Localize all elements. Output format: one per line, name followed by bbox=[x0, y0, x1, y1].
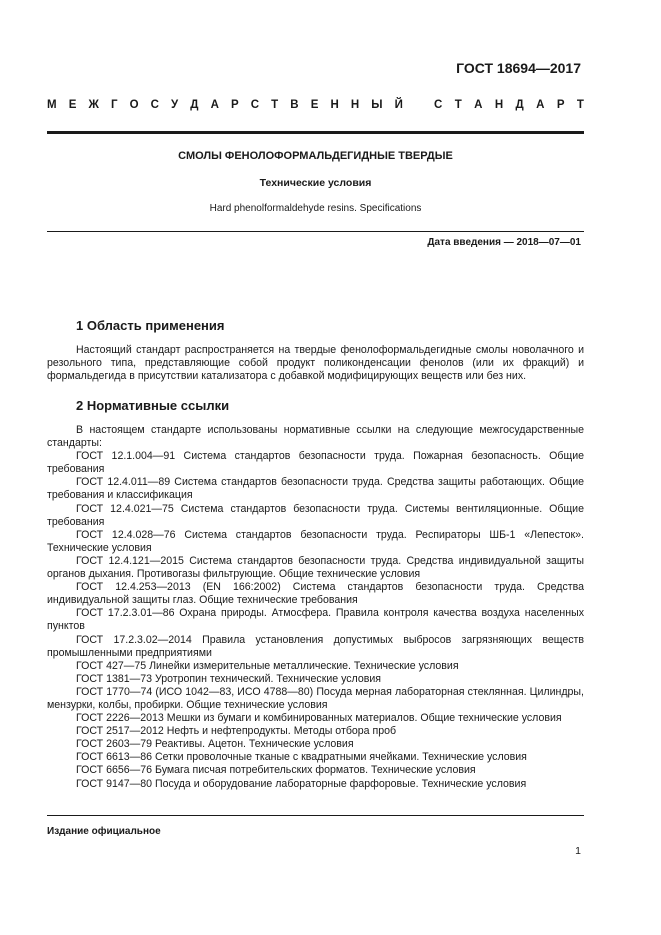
reference-item: ГОСТ 1770—74 (ИСО 1042—83, ИСО 4788—80) Посуда мерная лабораторная стеклянная. Цилиндры, мензурки, колбы, пробирки. Общие технические условия bbox=[47, 685, 584, 711]
banner-letter: Н bbox=[350, 99, 360, 111]
reference-list bbox=[47, 450, 584, 790]
reference-item: ГОСТ 12.4.011—89 Система стандартов безопасности труда. Средства защиты работающих. Общие требования и классификация bbox=[47, 476, 584, 502]
reference-item: ГОСТ 12.4.253—2013 (EN 166:2002) Система стандартов безопасности труда. Средства индивидуальной защиты глаз. Общие технические требования bbox=[47, 581, 584, 607]
banner-letter: А bbox=[474, 99, 483, 111]
reference-item: ГОСТ 2517—2012 Нефть и нефтепродукты. Методы отбора проб bbox=[76, 725, 397, 738]
banner-letter: Д bbox=[190, 99, 199, 111]
banner-letter: С bbox=[250, 99, 260, 111]
standard-banner bbox=[47, 99, 584, 111]
reference-item: ГОСТ 2226—2013 Мешки из бумаги и комбинированных материалов. Общие технические условия bbox=[76, 712, 562, 725]
banner-letter: А bbox=[210, 99, 219, 111]
banner-letter: У bbox=[171, 99, 179, 111]
english-title: Hard phenolformaldehyde resins. Specifications bbox=[209, 203, 422, 214]
section-paragraph: Настоящий стандарт распространяется на твердые фенолоформальдегидные смолы новолачного и резольного типа, представляющие собой продукт поликонденсации фенолов (или их фракций) и формальдегида в присутствии катализатора с добавкой модифицирующих веществ или без них. bbox=[47, 344, 584, 383]
reference-item: ГОСТ 17.2.3.01—86 Охрана природы. Атмосфера. Правила контроля качества воздуха населенных пунктов bbox=[47, 607, 584, 633]
section-normative-references bbox=[47, 398, 584, 791]
reference-item: ГОСТ 9147—80 Посуда и оборудование лабораторные фарфоровые. Технические условия bbox=[76, 777, 527, 790]
banner-word-interstate bbox=[47, 99, 403, 111]
section-heading: 2 Нормативные ссылки bbox=[76, 398, 230, 413]
section-intro: В настоящем стандарте использованы нормативные ссылки на следующие межгосударственные стандарты: bbox=[47, 424, 584, 450]
banner-letter: С bbox=[434, 99, 443, 111]
banner-letter: Ж bbox=[88, 99, 99, 111]
document-subtitle: Технические условия bbox=[259, 177, 372, 189]
reference-item: ГОСТ 17.2.3.02—2014 Правила установления допустимых выбросов загрязняющих веществ промышленными предприятиями bbox=[47, 633, 584, 659]
standard-code: ГОСТ 18694—2017 bbox=[456, 60, 581, 76]
reference-item: ГОСТ 12.4.028—76 Система стандартов безопасности труда. Респираторы ШБ-1 «Лепесток». Технические условия bbox=[47, 528, 584, 554]
reference-item: ГОСТ 6613—86 Сетки проволочные тканые с квадратными ячейками. Технические условия bbox=[76, 751, 527, 764]
banner-letter: Й bbox=[394, 99, 403, 111]
section-scope bbox=[47, 318, 584, 383]
page-number: 1 bbox=[575, 845, 581, 857]
banner-letter: С bbox=[150, 99, 159, 111]
banner-letter: Т bbox=[271, 99, 279, 111]
banner-letter: О bbox=[129, 99, 139, 111]
banner-word-standard bbox=[434, 99, 584, 111]
section-heading: 1 Область применения bbox=[76, 318, 225, 333]
reference-item: ГОСТ 427—75 Линейки измерительные металлические. Технические условия bbox=[76, 659, 459, 672]
reference-item: ГОСТ 2603—79 Реактивы. Ацетон. Технические условия bbox=[76, 738, 354, 751]
banner-letter: М bbox=[47, 99, 57, 111]
header-rule bbox=[47, 131, 584, 134]
reference-item: ГОСТ 12.4.121—2015 Система стандартов безопасности труда. Средства индивидуальной защиты органов дыхания. Противогазы фильтрующие. Общие технические условия bbox=[47, 554, 584, 581]
banner-letter: Н bbox=[330, 99, 339, 111]
reference-item: ГОСТ 12.4.021—75 Система стандартов безопасности труда. Системы вентиляционные. Общие требования bbox=[47, 502, 584, 528]
banner-letter: Р bbox=[230, 99, 239, 111]
banner-letter: Д bbox=[515, 99, 524, 111]
banner-letter: Т bbox=[576, 99, 584, 111]
banner-letter: Г bbox=[110, 99, 118, 111]
banner-letter: Ы bbox=[371, 99, 383, 111]
banner-letter: Р bbox=[556, 99, 565, 111]
banner-letter: Е bbox=[68, 99, 77, 111]
reference-item: ГОСТ 1381—73 Уротропин технический. Технические условия bbox=[76, 672, 382, 685]
document-title: СМОЛЫ ФЕНОЛОФОРМАЛЬДЕГИДНЫЕ ТВЕРДЫЕ bbox=[178, 150, 453, 162]
footer-rule bbox=[47, 815, 584, 816]
reference-item: ГОСТ 6656—76 Бумага писчая потребительских форматов. Технические условия bbox=[76, 764, 476, 777]
banner-letter: Т bbox=[454, 99, 462, 111]
banner-letter: Н bbox=[494, 99, 504, 111]
banner-letter: Е bbox=[310, 99, 319, 111]
banner-letter: А bbox=[536, 99, 545, 111]
banner-letter: В bbox=[290, 99, 299, 111]
reference-item: ГОСТ 12.1.004—91 Система стандартов безопасности труда. Пожарная безопасность. Общие требования bbox=[47, 450, 584, 476]
introduction-date: Дата введения — 2018—07—01 bbox=[427, 237, 581, 248]
edition-note: Издание официальное bbox=[47, 826, 161, 837]
title-rule bbox=[47, 231, 584, 232]
